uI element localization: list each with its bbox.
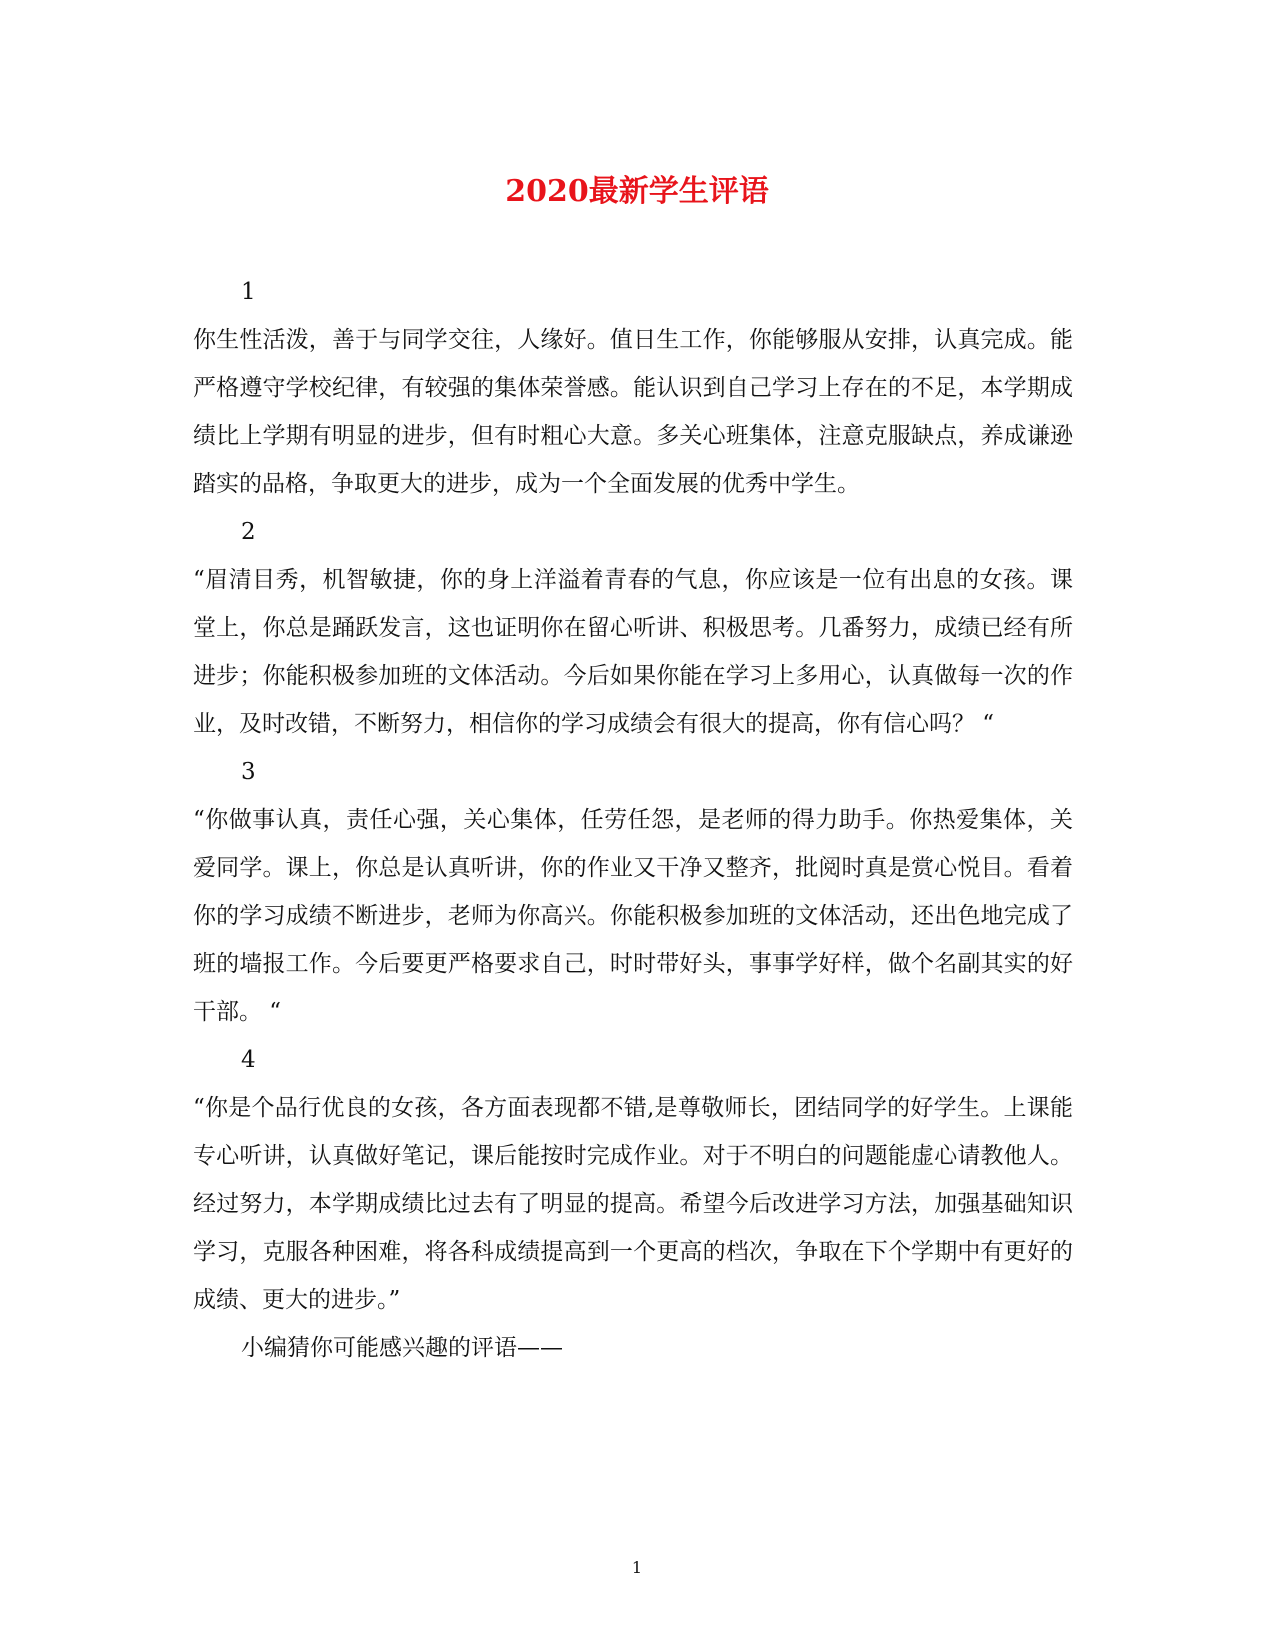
- section-number: 1: [241, 279, 256, 305]
- section-number: 2: [241, 519, 256, 545]
- document-body: [193, 268, 1073, 1372]
- comment-section: [193, 508, 1073, 748]
- document-title: 2020最新学生评语: [505, 174, 769, 209]
- comment-section: [193, 1036, 1073, 1324]
- comment-section: [193, 748, 1073, 1036]
- section-number: 4: [241, 1047, 256, 1073]
- section-text: “眉清目秀，机智敏捷，你的身上洋溢着青春的气息，你应该是一位有出息的女孩。课堂上，你总是踊跃发言，这也证明你在留心听讲、积极思考。几番努力，成绩已经有所进步；你能积极参加班的文体活动。今后如果你能在学习上多用心，认真做每一次的作业，及时改错，不断努力，相信你的学习成绩会有很大的提高，你有信心吗？ “: [193, 567, 1073, 737]
- section-text: 你生性活泼，善于与同学交往，人缘好。值日生工作，你能够服从安排，认真完成。能严格遵守学校纪律，有较强的集体荣誉感。能认识到自己学习上存在的不足，本学期成绩比上学期有明显的进步，但有时粗心大意。多关心班集体，注意克服缺点，养成谦逊踏实的品格，争取更大的进步，成为一个全面发展的优秀中学生。: [193, 327, 1073, 497]
- comment-section: [193, 268, 1073, 508]
- closing-line: 小编猜你可能感兴趣的评语——: [241, 1335, 563, 1361]
- section-text: “你做事认真，责任心强，关心集体，任劳任怨，是老师的得力助手。你热爱集体，关爱同学。课上，你总是认真听讲，你的作业又干净又整齐，批阅时真是赏心悦目。看着你的学习成绩不断进步，老师为你高兴。你能积极参加班的文体活动，还出色地完成了班的墙报工作。今后要更严格要求自己，时时带好头，事事学好样，做个名副其实的好干部。 “: [193, 807, 1073, 1025]
- section-text: “你是个品行优良的女孩，各方面表现都不错,是尊敬师长，团结同学的好学生。上课能专心听讲，认真做好笔记，课后能按时完成作业。对于不明白的问题能虚心请教他人。经过努力，本学期成绩比过去有了明显的提高。希望今后改进学习方法，加强基础知识学习，克服各种困难，将各科成绩提高到一个更高的档次，争取在下个学期中有更好的成绩、更大的进步。”: [193, 1095, 1073, 1313]
- page-number: 1: [631, 1558, 643, 1577]
- section-number: 3: [241, 759, 256, 785]
